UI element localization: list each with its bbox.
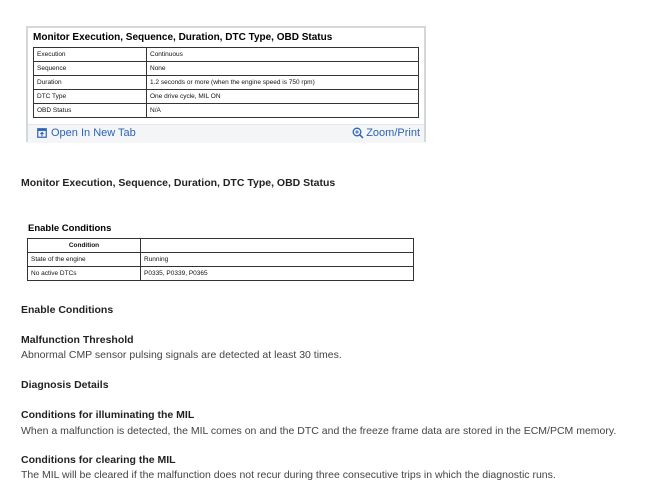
open-new-tab-icon xyxy=(37,128,47,138)
table-row xyxy=(28,267,414,281)
figure-actions-bar xyxy=(28,124,424,143)
table-cell-value: None xyxy=(147,62,419,76)
monitor-caption: Monitor Execution, Sequence, Duration, DTC Type, OBD Status xyxy=(21,177,336,189)
monitor-table xyxy=(33,47,419,118)
mil-off-text: The MIL will be cleared if the malfunction does not recur during three consecutive trips in which the diagnostic runs. xyxy=(21,469,556,481)
table-cell-value: Continuous xyxy=(147,48,419,62)
table-cell-value: One drive cycle, MIL ON xyxy=(147,90,419,104)
table-row xyxy=(34,48,419,62)
zoom-print-label: Zoom/Print xyxy=(366,127,420,139)
table-cell-key: OBD Status xyxy=(34,104,147,118)
enable-table-title: Enable Conditions xyxy=(28,223,112,234)
table-row xyxy=(34,90,419,104)
enable-conditions-table xyxy=(27,238,414,281)
enable-caption: Enable Conditions xyxy=(21,304,114,316)
mil-off-heading: Conditions for clearing the MIL xyxy=(21,454,176,466)
mil-on-heading: Conditions for illuminating the MIL xyxy=(21,409,195,421)
mil-on-text: When a malfunction is detected, the MIL comes on and the DTC and the freeze frame data are stored in the ECM/PCM memory. xyxy=(21,425,617,437)
monitor-table-title: Monitor Execution, Sequence, Duration, DTC Type, OBD Status xyxy=(33,32,333,43)
threshold-heading: Malfunction Threshold xyxy=(21,334,134,346)
open-in-new-tab-link[interactable] xyxy=(37,127,136,139)
zoom-print-link[interactable] xyxy=(352,127,420,139)
table-cell-value: Running xyxy=(141,253,414,267)
table-cell-key: DTC Type xyxy=(34,90,147,104)
table-cell-value: 1.2 seconds or more (when the engine speed is 750 rpm) xyxy=(147,76,419,90)
table-row xyxy=(34,62,419,76)
table-row xyxy=(34,76,419,90)
table-cell-key: Sequence xyxy=(34,62,147,76)
table-header-row xyxy=(28,239,414,253)
zoom-icon xyxy=(352,127,364,139)
table-row xyxy=(28,253,414,267)
open-in-new-tab-label: Open In New Tab xyxy=(51,127,136,139)
threshold-text: Abnormal CMP sensor pulsing signals are detected at least 30 times. xyxy=(21,349,342,361)
table-cell-key: No active DTCs xyxy=(28,267,141,281)
table-header-condition: Condition xyxy=(28,239,141,253)
table-cell-key: Execution xyxy=(34,48,147,62)
table-cell-key: State of the engine xyxy=(28,253,141,267)
diagnosis-heading: Diagnosis Details xyxy=(21,379,109,391)
monitor-figure-body xyxy=(33,31,419,118)
table-cell-key: Duration xyxy=(34,76,147,90)
table-row xyxy=(34,104,419,118)
table-cell-value: N/A xyxy=(147,104,419,118)
table-header-value xyxy=(141,239,414,253)
table-cell-value: P0335, P0339, P0365 xyxy=(141,267,414,281)
monitor-figure-card xyxy=(26,26,426,142)
